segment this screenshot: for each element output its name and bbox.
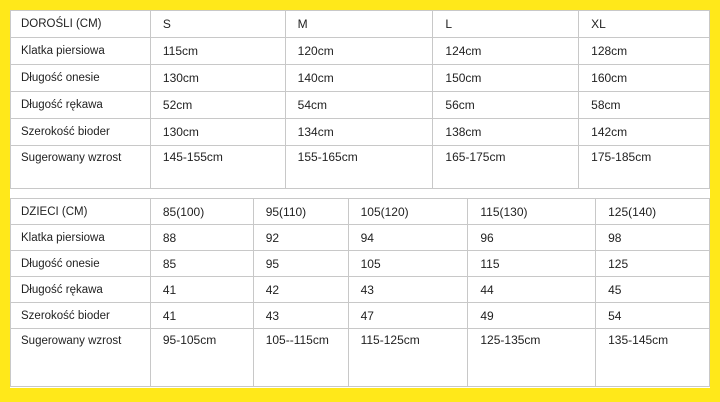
table-row [11,225,710,251]
adult-size-table [10,10,710,189]
table-cell: 88 [150,225,253,251]
table-cell: 54cm [285,92,433,119]
size-header: XL [579,11,710,38]
table-cell: 125-135cm [468,329,596,387]
table-cell: 138cm [433,119,579,146]
table-cell: 105--115cm [253,329,348,387]
size-header: S [150,11,285,38]
table-cell: 94 [348,225,468,251]
table-cell: 58cm [579,92,710,119]
table-row [11,38,710,65]
table-cell: 115-125cm [348,329,468,387]
table-cell: 98 [596,225,710,251]
table-cell: 130cm [150,65,285,92]
adult-table-title: DOROŚLI (CM) [11,11,151,38]
table-header-row [11,11,710,38]
row-label: Długość rękawa [11,92,151,119]
table-cell: 95 [253,251,348,277]
table-cell: 160cm [579,65,710,92]
table-cell: 44 [468,277,596,303]
table-cell: 120cm [285,38,433,65]
kids-size-table [10,198,710,387]
table-cell: 42 [253,277,348,303]
table-cell: 49 [468,303,596,329]
table-row [11,119,710,146]
size-header: 115(130) [468,199,596,225]
table-cell: 52cm [150,92,285,119]
table-row [11,303,710,329]
table-cell: 105 [348,251,468,277]
table-row [11,146,710,189]
row-label: Szerokość bioder [11,303,151,329]
table-row [11,251,710,277]
table-cell: 43 [348,277,468,303]
row-label: Sugerowany wzrost [11,146,151,189]
table-cell: 56cm [433,92,579,119]
table-cell: 96 [468,225,596,251]
size-header: L [433,11,579,38]
table-cell: 115 [468,251,596,277]
table-cell: 175-185cm [579,146,710,189]
table-cell: 165-175cm [433,146,579,189]
size-header: M [285,11,433,38]
table-cell: 124cm [433,38,579,65]
table-cell: 41 [150,277,253,303]
table-cell: 41 [150,303,253,329]
table-header-row [11,199,710,225]
size-header: 125(140) [596,199,710,225]
table-cell: 130cm [150,119,285,146]
row-label: Długość rękawa [11,277,151,303]
table-cell: 142cm [579,119,710,146]
table-cell: 45 [596,277,710,303]
size-header: 105(120) [348,199,468,225]
table-cell: 155-165cm [285,146,433,189]
table-cell: 135-145cm [596,329,710,387]
row-label: Długość onesie [11,65,151,92]
row-label: Klatka piersiowa [11,225,151,251]
table-cell: 92 [253,225,348,251]
table-cell: 145-155cm [150,146,285,189]
table-cell: 134cm [285,119,433,146]
table-row [11,92,710,119]
row-label: Długość onesie [11,251,151,277]
table-cell: 128cm [579,38,710,65]
table-cell: 85 [150,251,253,277]
kids-table-title: DZIECI (CM) [11,199,151,225]
table-row [11,329,710,387]
table-cell: 115cm [150,38,285,65]
table-cell: 47 [348,303,468,329]
size-header: 85(100) [150,199,253,225]
row-label: Szerokość bioder [11,119,151,146]
size-chart-sheet [10,10,710,388]
row-label: Sugerowany wzrost [11,329,151,387]
table-cell: 54 [596,303,710,329]
table-cell: 125 [596,251,710,277]
table-cell: 95-105cm [150,329,253,387]
table-cell: 140cm [285,65,433,92]
row-label: Klatka piersiowa [11,38,151,65]
table-cell: 150cm [433,65,579,92]
table-cell: 43 [253,303,348,329]
table-row [11,65,710,92]
size-header: 95(110) [253,199,348,225]
table-row [11,277,710,303]
